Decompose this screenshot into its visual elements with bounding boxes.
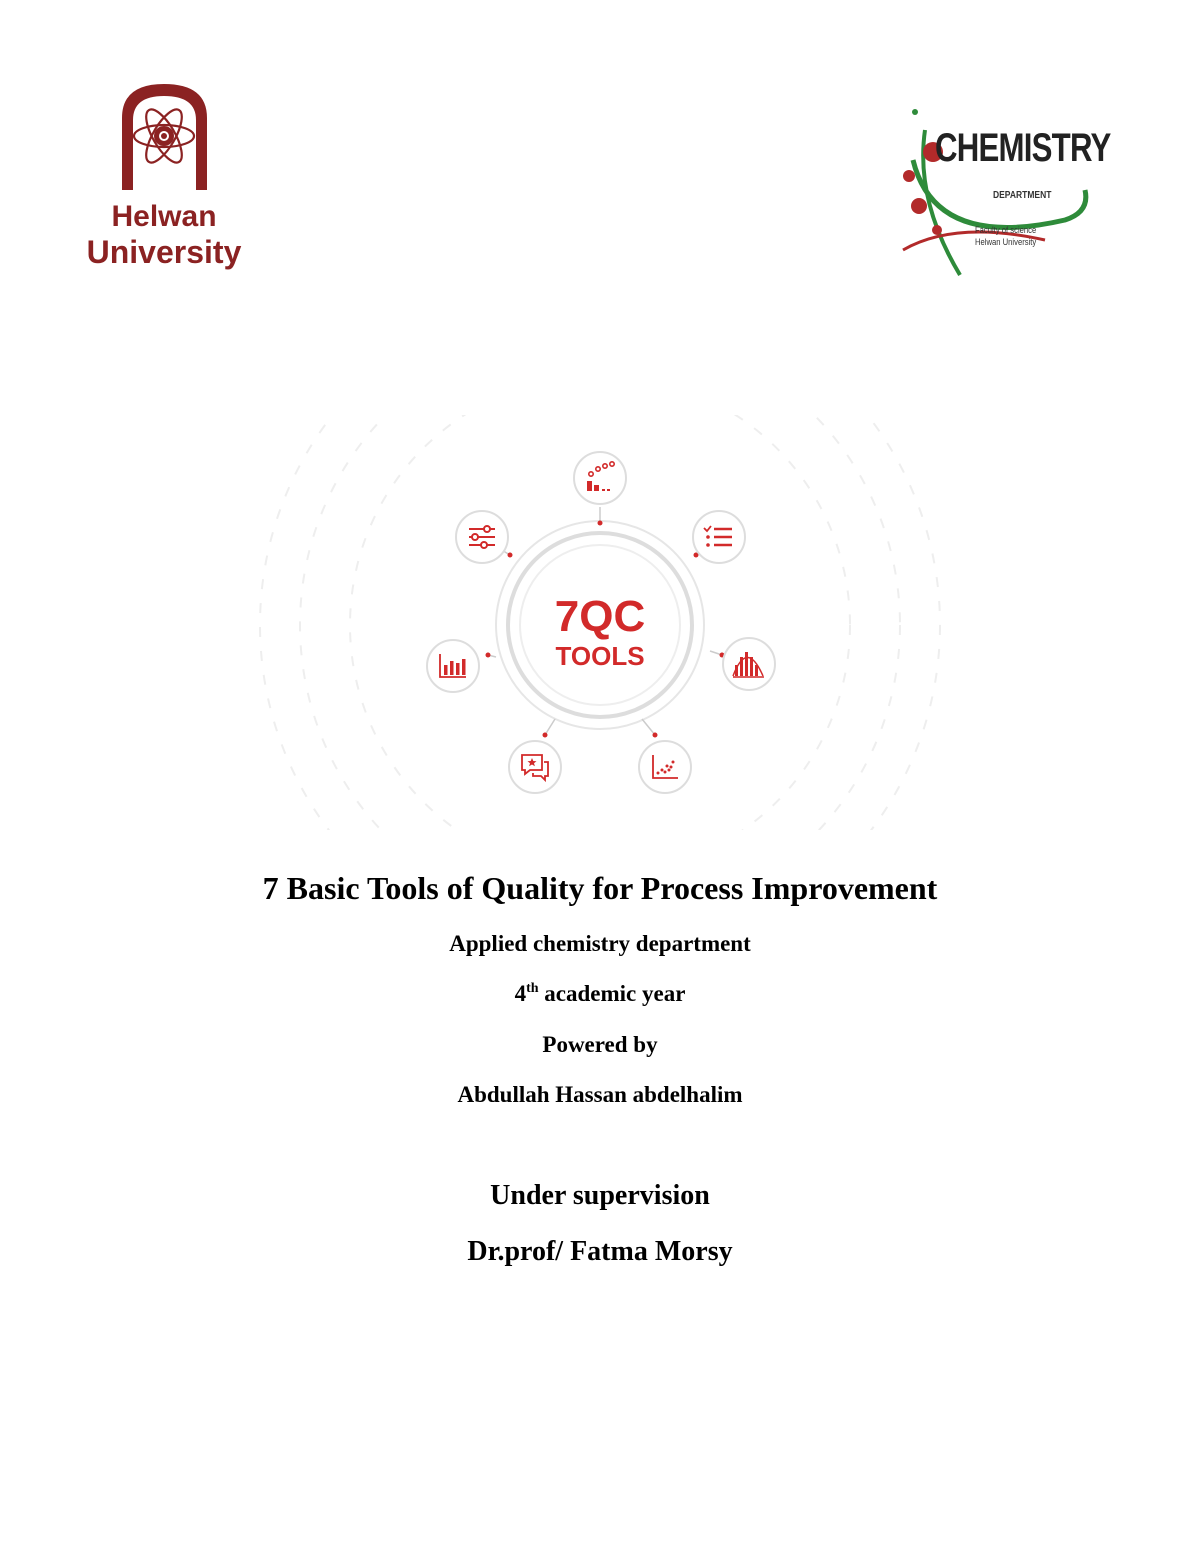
chemistry-logo-faculty-line1: Faculty of science (975, 225, 1037, 235)
department-line: Applied chemistry department (449, 931, 751, 956)
qc-tools-diagram (230, 415, 970, 830)
chemistry-logo-faculty (975, 224, 1036, 248)
year-text: academic year (538, 981, 686, 1006)
helwan-university-logo (70, 78, 260, 278)
sliders-icon (453, 508, 511, 566)
chemistry-logo-faculty-line2: Helwan University (975, 237, 1037, 247)
author-name: Abdullah Hassan abdelhalim (457, 1082, 743, 1107)
checklist-icon (690, 508, 748, 566)
process-chart-icon (571, 449, 629, 507)
feedback-icon (506, 738, 564, 796)
chemistry-logo-subtitle: DEPARTMENT (993, 190, 1052, 201)
supervision-label: Under supervision (490, 1180, 710, 1211)
helwan-emblem-icon (112, 78, 217, 196)
powered-by-label: Powered by (542, 1032, 658, 1057)
helwan-logo-line1: Helwan (111, 200, 217, 233)
chemistry-logo-title: CHEMISTRY (935, 126, 1111, 170)
helwan-logo-line2: University (86, 234, 242, 270)
academic-year-line (0, 981, 1200, 1007)
supervisor-name: Dr.prof/ Fatma Morsy (467, 1236, 733, 1267)
qc-center-label: TOOLS (555, 641, 645, 671)
year-number: 4 (514, 981, 527, 1006)
qc-center-number: 7QC (554, 592, 646, 641)
chemistry-department-logo (895, 100, 1111, 285)
scatter-plot-icon (636, 738, 694, 796)
year-suffix: th (526, 981, 539, 996)
document-title: 7 Basic Tools of Quality for Process Improvement (262, 870, 938, 906)
